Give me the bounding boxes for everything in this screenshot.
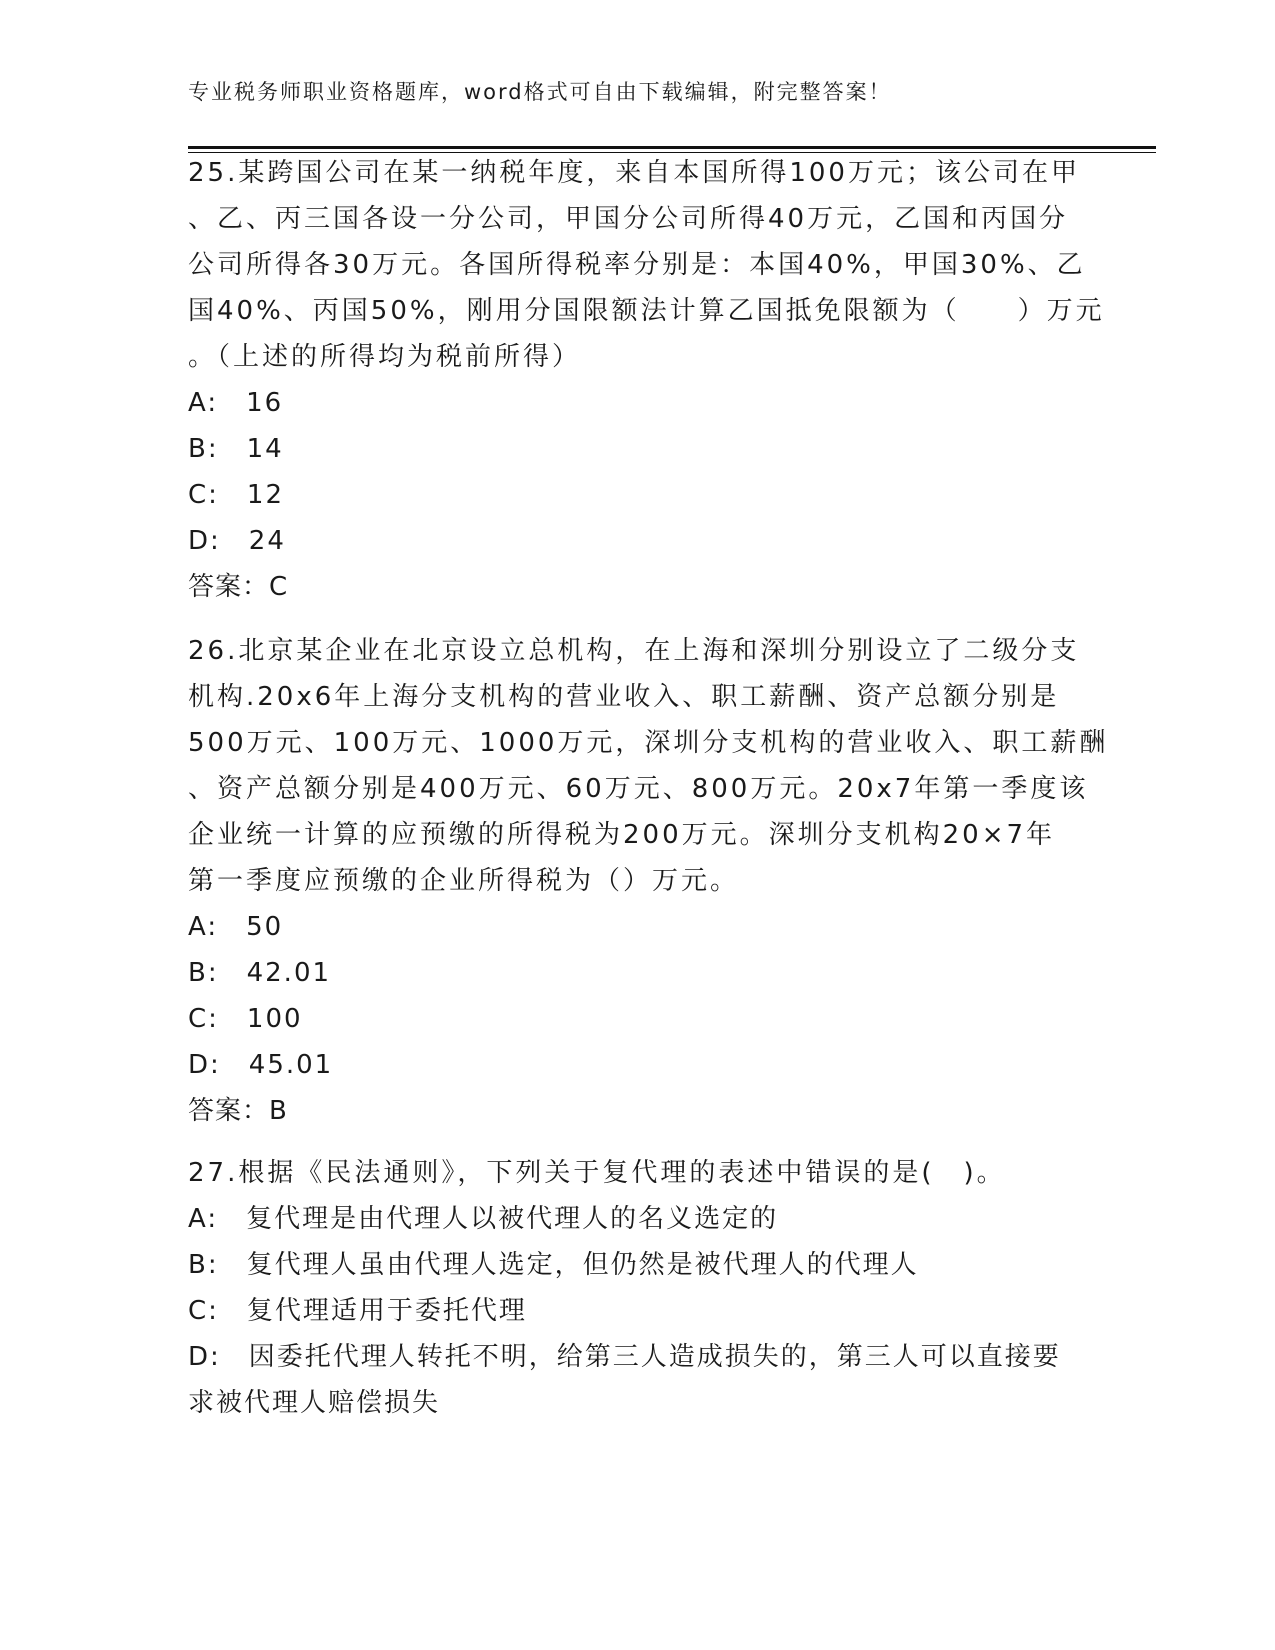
question-text-line: 机构.20x6年上海分支机构的营业收入、职工薪酬、资产总额分别是 <box>188 682 1060 712</box>
option-c: C: 12 <box>188 480 284 510</box>
option-b: B: 42.01 <box>188 958 332 988</box>
question-text-line: 公司所得各30万元。各国所得税率分别是：本国40%，甲国30%、乙 <box>188 250 1086 280</box>
question-text-line: 500万元、100万元、1000万元，深圳分支机构的营业收入、职工薪酬 <box>188 728 1109 758</box>
option-c: C: 100 <box>188 1004 303 1034</box>
option-a: A: 16 <box>188 388 284 418</box>
question-text-line: 。（上述的所得均为税前所得） <box>188 342 582 372</box>
question-text-line: 26.北京某企业在北京设立总机构，在上海和深圳分别设立了二级分支 <box>188 636 1080 666</box>
question-text-line: 27.根据《民法通则》，下列关于复代理的表述中错误的是( )。 <box>188 1158 1006 1188</box>
option-a: A: 50 <box>188 912 284 942</box>
option-c: C: 复代理适用于委托代理 <box>188 1296 527 1326</box>
question-26 <box>188 628 1109 1134</box>
option-d-continued: 求被代理人赔偿损失 <box>188 1388 441 1418</box>
option-a: A: 复代理是由代理人以被代理人的名义选定的 <box>188 1204 779 1234</box>
question-text-line: 25.某跨国公司在某一纳税年度，来自本国所得100万元；该公司在甲 <box>188 158 1080 188</box>
option-d: D: 因委托代理人转托不明，给第三人造成损失的，第三人可以直接要 <box>188 1342 1061 1372</box>
question-text-line: 、乙、丙三国各设一分公司，甲国分公司所得40万元，乙国和丙国分 <box>188 204 1069 234</box>
question-text-line: 企业统一计算的应预缴的所得税为200万元。深圳分支机构20×7年 <box>188 820 1056 850</box>
option-d: D: 24 <box>188 526 286 556</box>
option-d: D: 45.01 <box>188 1050 334 1080</box>
question-text-line: 、资产总额分别是400万元、60万元、800万元。20x7年第一季度该 <box>188 774 1089 804</box>
question-text-line: 国40%、丙国50%，刚用分国限额法计算乙国抵免限额为（ ）万元 <box>188 296 1105 326</box>
page-header: 专业税务师职业资格题库，word格式可自由下载编辑，附完整答案！ <box>188 80 892 104</box>
option-b: B: 复代理人虽由代理人选定，但仍然是被代理人的代理人 <box>188 1250 919 1280</box>
option-b: B: 14 <box>188 434 284 464</box>
answer: 答案：C <box>188 572 289 602</box>
question-25 <box>188 150 1105 610</box>
question-text-line: 第一季度应预缴的企业所得税为（）万元。 <box>188 866 740 896</box>
question-27 <box>188 1150 1088 1426</box>
header-divider-thick <box>188 146 1156 149</box>
answer: 答案：B <box>188 1096 288 1126</box>
